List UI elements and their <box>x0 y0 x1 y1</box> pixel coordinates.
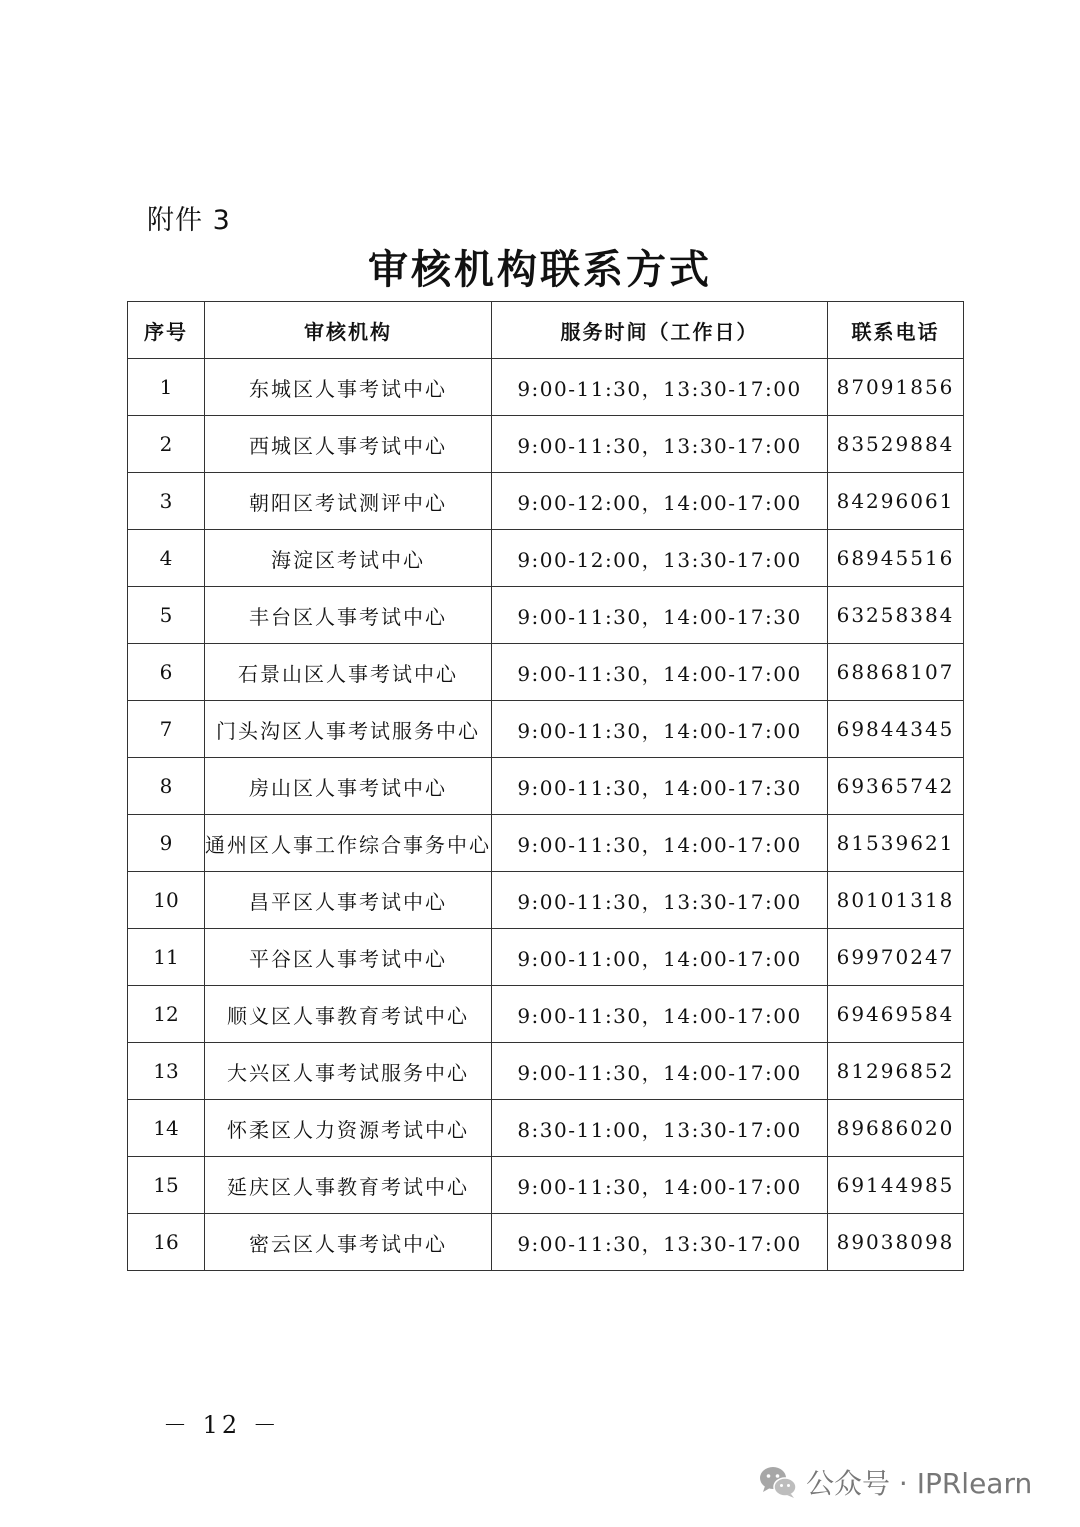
row-index: 8 <box>128 758 205 815</box>
row-service-time: 8:30-11:00，13:30-17:00 <box>492 1100 828 1157</box>
row-index: 9 <box>128 815 205 872</box>
row-index: 6 <box>128 644 205 701</box>
row-index: 14 <box>128 1100 205 1157</box>
row-institution: 大兴区人事考试服务中心 <box>205 1043 492 1100</box>
document-title: 审核机构联系方式 <box>368 246 712 293</box>
row-institution: 丰台区人事考试中心 <box>205 587 492 644</box>
row-phone: 63258384 <box>828 587 964 644</box>
watermark <box>758 1462 1032 1502</box>
row-phone: 83529884 <box>828 416 964 473</box>
table-row <box>128 986 964 1043</box>
table-row <box>128 815 964 872</box>
row-institution: 怀柔区人力资源考试中心 <box>205 1100 492 1157</box>
row-phone: 69844345 <box>828 701 964 758</box>
row-phone: 69144985 <box>828 1157 964 1214</box>
header-institution: 审核机构 <box>205 302 492 359</box>
row-phone: 89686020 <box>828 1100 964 1157</box>
row-service-time: 9:00-11:30，14:00-17:00 <box>492 644 828 701</box>
row-index: 10 <box>128 872 205 929</box>
row-index: 11 <box>128 929 205 986</box>
row-index: 3 <box>128 473 205 530</box>
row-phone: 69970247 <box>828 929 964 986</box>
watermark-text: 公众号 · IPRlearn <box>806 1467 1033 1500</box>
row-service-time: 9:00-11:30，14:00-17:00 <box>492 701 828 758</box>
row-service-time: 9:00-11:30，14:00-17:00 <box>492 1157 828 1214</box>
row-service-time: 9:00-11:30，13:30-17:00 <box>492 416 828 473</box>
institution-contact-table <box>127 301 964 1271</box>
table-row <box>128 644 964 701</box>
row-phone: 89038098 <box>828 1214 964 1271</box>
row-institution: 东城区人事考试中心 <box>205 359 492 416</box>
row-index: 1 <box>128 359 205 416</box>
table-body <box>128 359 964 1271</box>
row-service-time: 9:00-11:30，14:00-17:00 <box>492 986 828 1043</box>
table-row <box>128 758 964 815</box>
row-index: 2 <box>128 416 205 473</box>
table-row <box>128 1100 964 1157</box>
table-row <box>128 929 964 986</box>
row-institution: 朝阳区考试测评中心 <box>205 473 492 530</box>
row-service-time: 9:00-11:30，14:00-17:30 <box>492 587 828 644</box>
table-row <box>128 587 964 644</box>
row-index: 5 <box>128 587 205 644</box>
row-institution: 通州区人事工作综合事务中心 <box>205 815 492 872</box>
row-service-time: 9:00-11:30，14:00-17:00 <box>492 815 828 872</box>
row-institution: 门头沟区人事考试服务中心 <box>205 701 492 758</box>
header-phone: 联系电话 <box>828 302 964 359</box>
row-service-time: 9:00-12:00，14:00-17:00 <box>492 473 828 530</box>
row-institution: 房山区人事考试中心 <box>205 758 492 815</box>
row-institution: 密云区人事考试中心 <box>205 1214 492 1271</box>
row-index: 7 <box>128 701 205 758</box>
table-row <box>128 1043 964 1100</box>
attachment-label: 附件 3 <box>147 205 231 236</box>
page-number: － 12 － <box>163 1411 281 1439</box>
table-row <box>128 359 964 416</box>
row-phone: 69469584 <box>828 986 964 1043</box>
table-row <box>128 872 964 929</box>
row-phone: 81296852 <box>828 1043 964 1100</box>
row-service-time: 9:00-12:00，13:30-17:00 <box>492 530 828 587</box>
row-service-time: 9:00-11:30，13:30-17:00 <box>492 359 828 416</box>
row-service-time: 9:00-11:30，13:30-17:00 <box>492 872 828 929</box>
table-row <box>128 530 964 587</box>
row-institution: 延庆区人事教育考试中心 <box>205 1157 492 1214</box>
table-row <box>128 1214 964 1271</box>
row-service-time: 9:00-11:00，14:00-17:00 <box>492 929 828 986</box>
table-row <box>128 1157 964 1214</box>
row-index: 15 <box>128 1157 205 1214</box>
row-index: 13 <box>128 1043 205 1100</box>
row-service-time: 9:00-11:30，13:30-17:00 <box>492 1214 828 1271</box>
row-index: 4 <box>128 530 205 587</box>
row-institution: 顺义区人事教育考试中心 <box>205 986 492 1043</box>
table-row <box>128 473 964 530</box>
row-institution: 平谷区人事考试中心 <box>205 929 492 986</box>
row-institution: 昌平区人事考试中心 <box>205 872 492 929</box>
row-phone: 81539621 <box>828 815 964 872</box>
row-service-time: 9:00-11:30，14:00-17:00 <box>492 1043 828 1100</box>
row-service-time: 9:00-11:30，14:00-17:30 <box>492 758 828 815</box>
wechat-icon <box>758 1464 798 1500</box>
row-index: 16 <box>128 1214 205 1271</box>
row-index: 12 <box>128 986 205 1043</box>
row-phone: 68868107 <box>828 644 964 701</box>
row-institution: 西城区人事考试中心 <box>205 416 492 473</box>
row-phone: 69365742 <box>828 758 964 815</box>
header-index: 序号 <box>128 302 205 359</box>
table-row <box>128 416 964 473</box>
row-phone: 87091856 <box>828 359 964 416</box>
header-service-time: 服务时间（工作日） <box>492 302 828 359</box>
row-institution: 海淀区考试中心 <box>205 530 492 587</box>
row-phone: 80101318 <box>828 872 964 929</box>
row-institution: 石景山区人事考试中心 <box>205 644 492 701</box>
row-phone: 68945516 <box>828 530 964 587</box>
table-header-row <box>128 302 964 359</box>
table-row <box>128 701 964 758</box>
row-phone: 84296061 <box>828 473 964 530</box>
